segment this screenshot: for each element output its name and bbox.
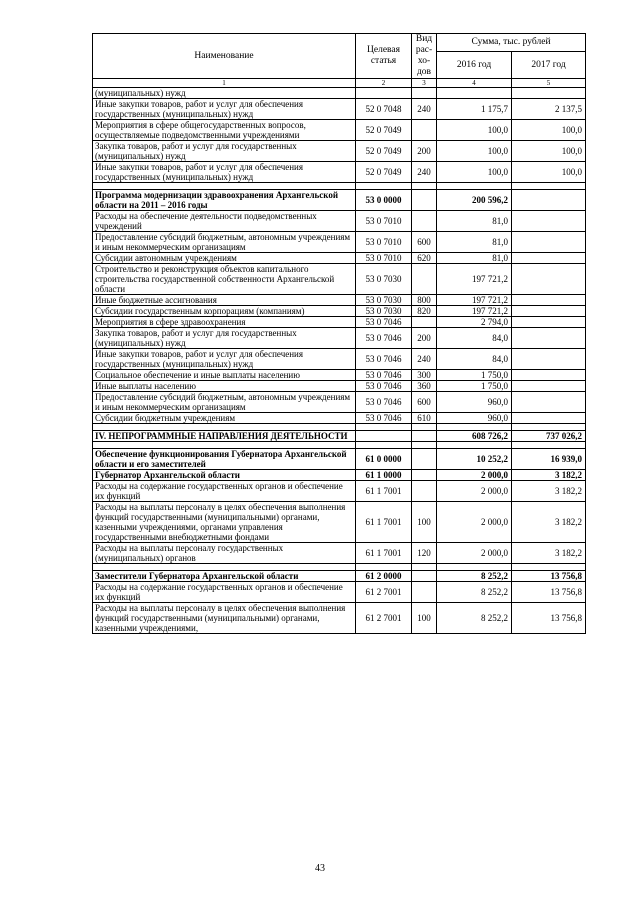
amount-2017 [512,295,586,306]
expense-kind: 360 [412,381,437,392]
expense-kind [412,120,437,141]
target-article: 61 1 7001 [356,502,412,543]
expense-kind [412,431,437,442]
empty-cell [356,183,412,190]
target-article: 53 0 7046 [356,317,412,328]
amount-2016: 960,0 [437,413,512,424]
header-sum: Сумма, тыс. рублей [437,34,586,52]
empty-cell [437,424,512,431]
amount-2016: 2 000,0 [437,481,512,502]
item-name: Иные бюджетные ассигнования [93,295,356,306]
target-article: 53 0 7030 [356,264,412,295]
expense-kind [412,211,437,232]
amount-2017: 13 756,8 [512,582,586,603]
expense-kind: 200 [412,141,437,162]
amount-2016: 84,0 [437,349,512,370]
empty-cell [93,183,356,190]
budget-table [92,33,586,634]
amount-2017: 3 182,2 [512,481,586,502]
budget-body [93,88,586,634]
amount-2016: 81,0 [437,253,512,264]
amount-2017 [512,264,586,295]
table-row [93,328,586,349]
table-row [93,370,586,381]
expense-kind: 600 [412,232,437,253]
amount-2016: 100,0 [437,162,512,183]
target-article: 52 0 7049 [356,120,412,141]
amount-2017 [512,306,586,317]
item-name: Субсидии автономным учреждениям [93,253,356,264]
amount-2016: 84,0 [437,328,512,349]
expense-kind: 100 [412,502,437,543]
expense-kind: 620 [412,253,437,264]
target-article: 53 0 7030 [356,295,412,306]
target-article: 61 1 7001 [356,543,412,564]
header-target: Целевая статья [356,34,412,79]
expense-kind: 600 [412,392,437,413]
column-number: 1 [93,79,356,88]
amount-2017 [512,370,586,381]
section-row [93,431,586,442]
item-name: Закупка товаров, работ и услуг для государственных (муниципальных) нужд [93,328,356,349]
table-row [93,413,586,424]
target-article [356,431,412,442]
amount-2017: 3 182,2 [512,543,586,564]
column-number: 5 [512,79,586,88]
expense-kind [412,571,437,582]
item-name: Расходы на обеспечение деятельности подведомственных учреждений [93,211,356,232]
amount-2016: 1 750,0 [437,370,512,381]
amount-2017 [512,253,586,264]
target-article: 53 0 0000 [356,190,412,211]
expense-kind [412,449,437,470]
target-article: 61 1 0000 [356,470,412,481]
target-article: 52 0 7049 [356,162,412,183]
empty-cell [412,564,437,571]
empty-cell [512,442,586,449]
empty-cell [93,442,356,449]
header-row [93,34,586,52]
item-name: Программа модернизации здравоохранения Архангельской области на 2011 – 2016 годы [93,190,356,211]
item-name: Строительство и реконструкция объектов капитального строительства государственной собственности Архангельской области [93,264,356,295]
target-article: 53 0 7010 [356,232,412,253]
table-row [93,481,586,502]
table-row [93,392,586,413]
empty-cell [437,183,512,190]
table-row [93,603,586,634]
expense-kind [412,582,437,603]
target-article: 53 0 7046 [356,392,412,413]
target-article: 53 0 7010 [356,211,412,232]
amount-2017 [512,349,586,370]
table-row [93,306,586,317]
amount-2017 [512,88,586,99]
amount-2016: 197 721,2 [437,306,512,317]
amount-2017 [512,413,586,424]
target-article: 53 0 7030 [356,306,412,317]
spacer-row [93,564,586,571]
empty-cell [512,424,586,431]
item-name: Расходы на выплаты персоналу в целях обеспечения выполнения функций государственными (муниципальными) органами, казенными учреждениями, органами управления государственными внебюджетными фондами [93,502,356,543]
amount-2016: 2 000,0 [437,470,512,481]
amount-2016: 2 794,0 [437,317,512,328]
expense-kind [412,317,437,328]
item-name: Губернатор Архангельской области [93,470,356,481]
table-row [93,381,586,392]
spacer-row [93,442,586,449]
target-article [356,88,412,99]
target-article: 61 2 7001 [356,603,412,634]
empty-cell [93,564,356,571]
table-row [93,253,586,264]
item-name: Иные выплаты населению [93,381,356,392]
section-row [93,571,586,582]
amount-2017 [512,392,586,413]
header-kind: Вид рас-хо-дов [412,34,437,79]
spacer-row [93,424,586,431]
item-name: Социальное обеспечение и иные выплаты населению [93,370,356,381]
item-name: Субсидии государственным корпорациям (компаниям) [93,306,356,317]
table-row [93,502,586,543]
expense-kind: 610 [412,413,437,424]
expense-kind: 300 [412,370,437,381]
amount-2016: 200 596,2 [437,190,512,211]
expense-kind: 240 [412,162,437,183]
amount-2016: 81,0 [437,211,512,232]
target-article: 52 0 7048 [356,99,412,120]
amount-2016: 960,0 [437,392,512,413]
amount-2016: 100,0 [437,141,512,162]
section-row [93,190,586,211]
amount-2016: 8 252,2 [437,571,512,582]
expense-kind [412,88,437,99]
empty-cell [412,442,437,449]
expense-kind [412,264,437,295]
amount-2016: 81,0 [437,232,512,253]
amount-2017: 13 756,8 [512,603,586,634]
amount-2016: 1 175,7 [437,99,512,120]
item-name: (муниципальных) нужд [93,88,356,99]
amount-2017 [512,232,586,253]
target-article: 53 0 7046 [356,349,412,370]
item-name: Предоставление субсидий бюджетным, автономным учреждениям и иным некоммерческим организациям [93,392,356,413]
expense-kind [412,470,437,481]
table-row [93,99,586,120]
amount-2016: 197 721,2 [437,295,512,306]
item-name: Мероприятия в сфере общегосударственных вопросов, осуществляемые подведомственными учреждениями [93,120,356,141]
column-number: 3 [412,79,437,88]
target-article: 53 0 7046 [356,381,412,392]
item-name: Мероприятия в сфере здравоохранения [93,317,356,328]
empty-cell [437,442,512,449]
empty-cell [412,183,437,190]
amount-2016: 10 252,2 [437,449,512,470]
expense-kind: 800 [412,295,437,306]
target-article: 53 0 7046 [356,328,412,349]
amount-2017 [512,328,586,349]
amount-2016: 2 000,0 [437,543,512,564]
item-name: Расходы на содержание государственных органов и обеспечение их функций [93,582,356,603]
table-row [93,232,586,253]
table-row [93,582,586,603]
item-name: Расходы на содержание государственных органов и обеспечение их функций [93,481,356,502]
empty-cell [412,424,437,431]
column-number: 4 [437,79,512,88]
item-name: Иные закупки товаров, работ и услуг для обеспечения государственных (муниципальных) нужд [93,99,356,120]
amount-2017: 100,0 [512,141,586,162]
amount-2017: 16 939,0 [512,449,586,470]
expense-kind: 100 [412,603,437,634]
amount-2017: 13 756,8 [512,571,586,582]
item-name: IV. НЕПРОГРАММНЫЕ НАПРАВЛЕНИЯ ДЕЯТЕЛЬНОСТИ [93,431,356,442]
empty-cell [512,183,586,190]
item-name: Субсидии бюджетным учреждениям [93,413,356,424]
empty-cell [356,442,412,449]
table-row [93,349,586,370]
section-row [93,470,586,481]
expense-kind: 820 [412,306,437,317]
column-numbers-row [93,79,586,88]
header-year-2016: 2016 год [437,52,512,79]
table-row [93,295,586,306]
table-row [93,120,586,141]
spacer-row [93,183,586,190]
table-row [93,162,586,183]
header-name: Наименование [93,34,356,79]
empty-cell [93,424,356,431]
amount-2016: 2 000,0 [437,502,512,543]
item-name: Иные закупки товаров, работ и услуг для обеспечения государственных (муниципальных) нужд [93,162,356,183]
amount-2016: 8 252,2 [437,603,512,634]
target-article: 61 1 7001 [356,481,412,502]
amount-2016 [437,88,512,99]
target-article: 53 0 7010 [356,253,412,264]
table-row [93,264,586,295]
amount-2017 [512,211,586,232]
target-article: 53 0 7046 [356,413,412,424]
amount-2017 [512,317,586,328]
table-row [93,317,586,328]
item-name: Расходы на выплаты персоналу в целях обеспечения выполнения функций государственными (муниципальными) органами, казенными учреждениями, [93,603,356,634]
item-name: Предоставление субсидий бюджетным, автономным учреждениям и иным некоммерческим организациям [93,232,356,253]
amount-2016: 608 726,2 [437,431,512,442]
expense-kind: 120 [412,543,437,564]
expense-kind: 240 [412,349,437,370]
table-row [93,211,586,232]
empty-cell [356,424,412,431]
empty-cell [356,564,412,571]
amount-2017: 737 026,2 [512,431,586,442]
empty-cell [437,564,512,571]
table-row [93,141,586,162]
expense-kind: 240 [412,99,437,120]
expense-kind: 200 [412,328,437,349]
item-name: Закупка товаров, работ и услуг для государственных (муниципальных) нужд [93,141,356,162]
amount-2016: 1 750,0 [437,381,512,392]
item-name: Иные закупки товаров, работ и услуг для обеспечения государственных (муниципальных) нужд [93,349,356,370]
amount-2016: 8 252,2 [437,582,512,603]
amount-2017: 3 182,2 [512,470,586,481]
target-article: 61 2 0000 [356,571,412,582]
amount-2017: 2 137,5 [512,99,586,120]
item-name: Заместители Губернатора Архангельской области [93,571,356,582]
amount-2017 [512,381,586,392]
table-row [93,88,586,99]
empty-cell [512,564,586,571]
target-article: 61 0 0000 [356,449,412,470]
section-row [93,449,586,470]
item-name: Расходы на выплаты персоналу государственных (муниципальных) органов [93,543,356,564]
column-number: 2 [356,79,412,88]
amount-2017: 100,0 [512,162,586,183]
table-row [93,543,586,564]
header-year-2017: 2017 год [512,52,586,79]
target-article: 52 0 7049 [356,141,412,162]
target-article: 61 2 7001 [356,582,412,603]
page-number: 43 [315,863,325,874]
amount-2017: 100,0 [512,120,586,141]
amount-2017 [512,190,586,211]
amount-2016: 100,0 [437,120,512,141]
expense-kind [412,190,437,211]
target-article: 53 0 7046 [356,370,412,381]
item-name: Обеспечение функционирования Губернатора Архангельской области и его заместителей [93,449,356,470]
amount-2017: 3 182,2 [512,502,586,543]
expense-kind [412,481,437,502]
amount-2016: 197 721,2 [437,264,512,295]
